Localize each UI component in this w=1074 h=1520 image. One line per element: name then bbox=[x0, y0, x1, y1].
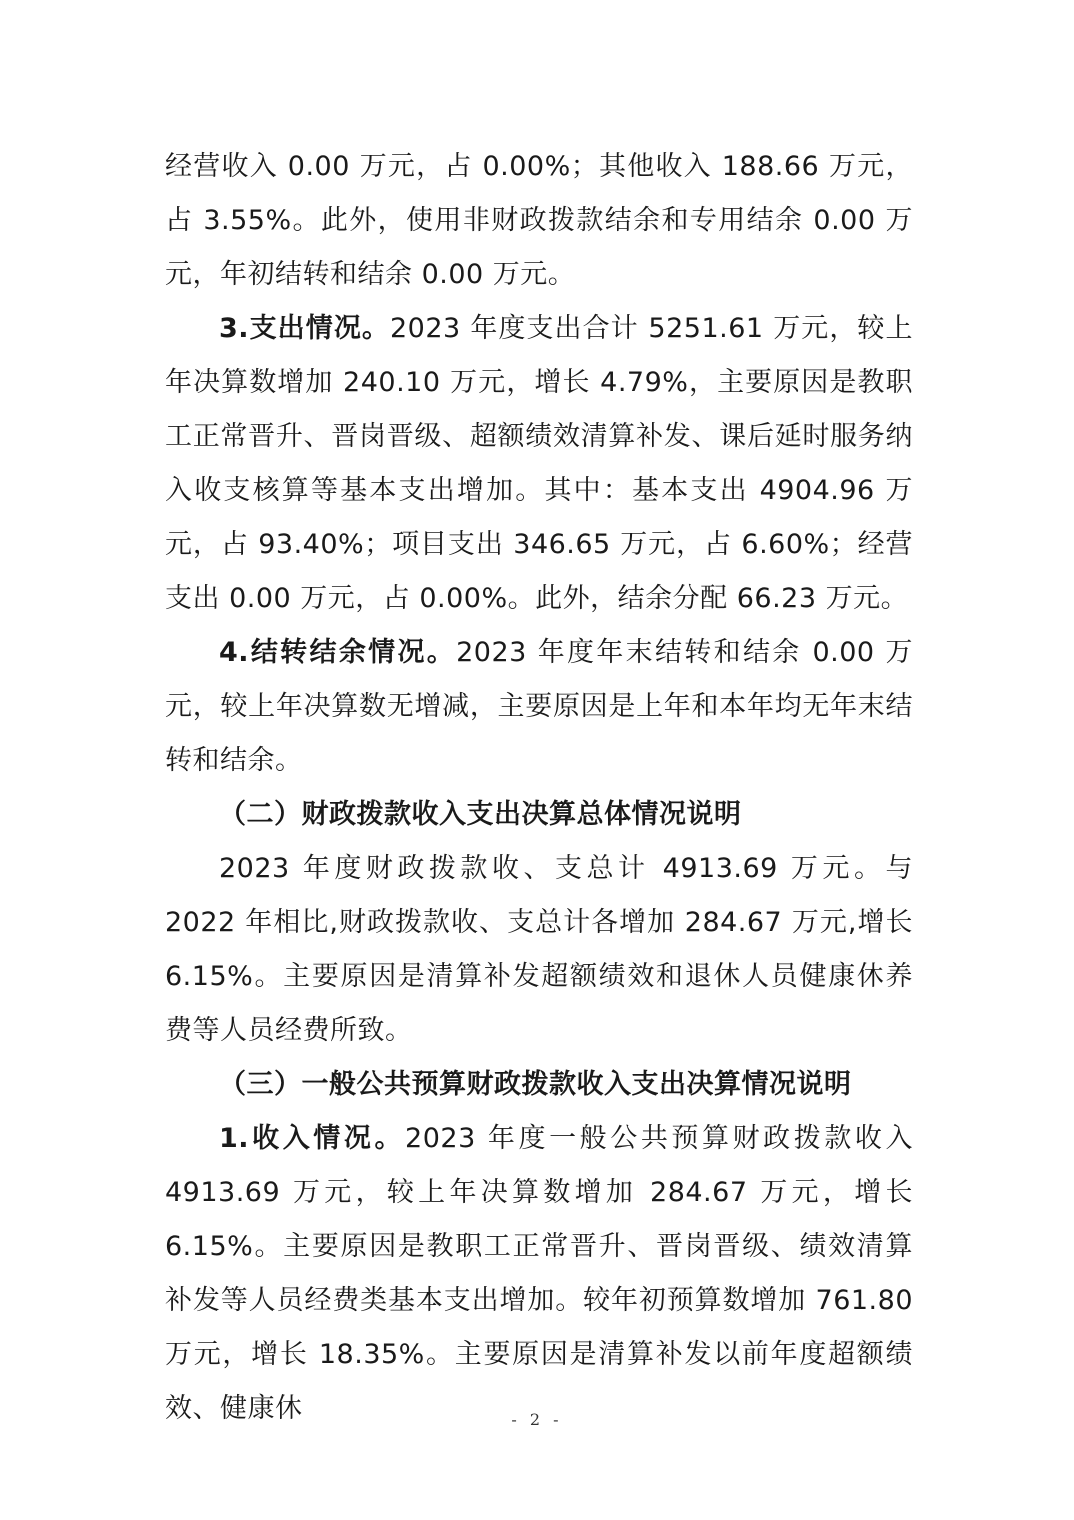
paragraph-carryover bbox=[165, 626, 913, 788]
paragraph-income bbox=[165, 1112, 913, 1436]
section-heading-general-budget: （三）一般公共预算财政拨款收入支出决算情况说明 bbox=[219, 1069, 852, 1100]
page-number: - 2 - bbox=[511, 1410, 563, 1429]
paragraph-text: 2023 年度支出合计 5251.61 万元，较上年决算数增加 240.10 万元，增长 4.79%，主要原因是教职工正常晋升、晋岗晋级、超额绩效清算补发、课后延时服务纳入收支核算等基本支出增加。其中：基本支出 4904.96 万元，占 93.40%；项目支出 346.65 万元，占 6.60%；经营支出 0.00 万元，占 0.00%。此外，结余分配 66.23 万元。 bbox=[165, 313, 913, 614]
paragraph-text: 2023 年度一般公共预算财政拨款收入 4913.69 万元，较上年决算数增加 284.67 万元，增长 6.15%。主要原因是教职工正常晋升、晋岗晋级、绩效清算补发等人员经费类基本支出增加。较年初预算数增加 761.80 万元，增长 18.35%。主要原因是清算补发以前年度超额绩效、健康休 bbox=[165, 1123, 914, 1424]
paragraph-lead: 4.结转结余情况。 bbox=[219, 637, 457, 668]
paragraph-other-income: 经营收入 0.00 万元，占 0.00%；其他收入 188.66 万元，占 3.55%。此外，使用非财政拨款结余和专用结余 0.00 万元，年初结转和结余 0.00 万元。 bbox=[165, 151, 913, 290]
paragraph-expenditure bbox=[165, 302, 913, 626]
paragraph-lead: 3.支出情况。 bbox=[219, 313, 390, 344]
paragraph-fiscal-total: 2023 年度财政拨款收、支总计 4913.69 万元。与 2022 年相比,财政拨款收、支总计各增加 284.67 万元,增长 6.15%。主要原因是清算补发超额绩效和退休人员健康休养费等人员经费所致。 bbox=[165, 853, 913, 1046]
paragraph-text: 2023 年度年末结转和结余 0.00 万元，较上年决算数无增减，主要原因是上年和本年均无年末结转和结余。 bbox=[165, 637, 913, 776]
paragraph-lead: 1.收入情况。 bbox=[219, 1123, 406, 1154]
document-body bbox=[165, 140, 913, 1436]
section-heading-fiscal-appropriation: （二）财政拨款收入支出决算总体情况说明 bbox=[219, 799, 742, 830]
